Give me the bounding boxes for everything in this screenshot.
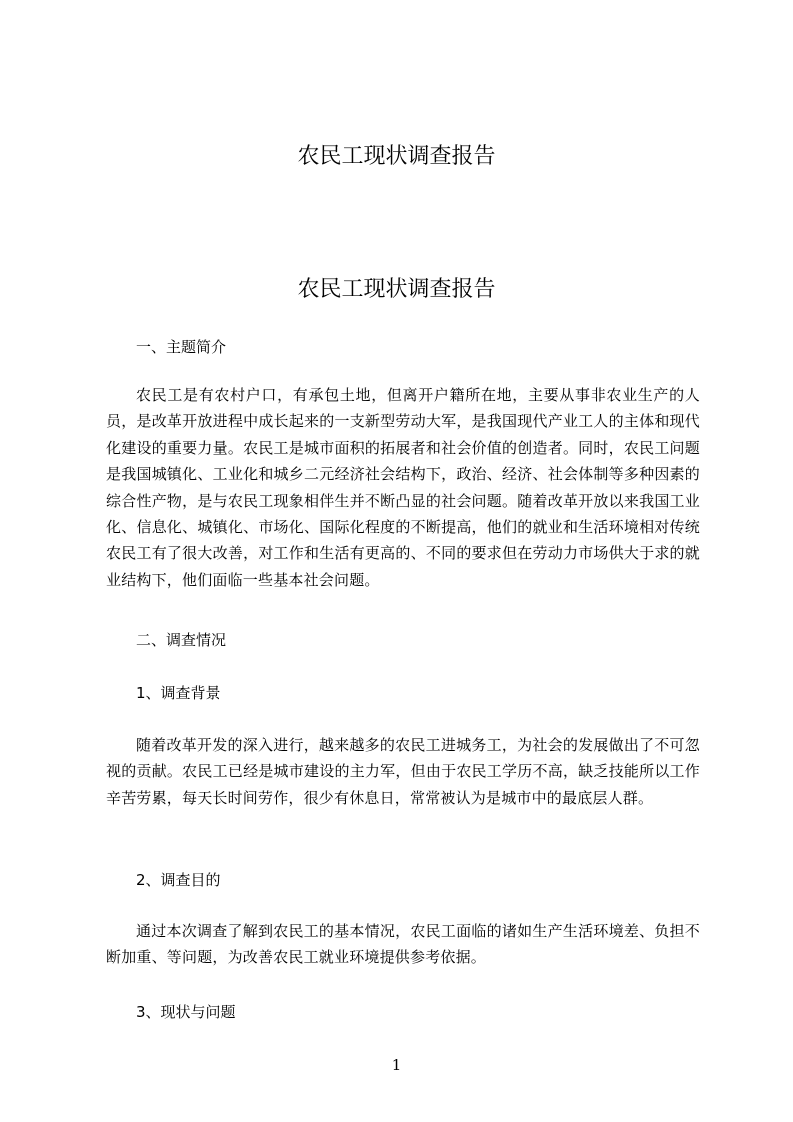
subsection-heading-goal: 2、调查目的 — [136, 871, 221, 889]
page-number: 1 — [391, 1056, 402, 1074]
subsection-heading-background: 1、调查背景 — [136, 684, 221, 702]
subsection-heading-status: 3、现状与问题 — [136, 1003, 236, 1021]
goal-paragraph: 通过本次调查了解到农民工的基本情况，农民工面临的诸如生产生活环境差、负担不断加重、等问题，为改善农民工就业环境提供参考依据。 — [106, 922, 700, 967]
cover-title: 农民工现状调查报告 — [297, 144, 496, 169]
section-heading-survey: 二、调查情况 — [136, 631, 227, 649]
main-title: 农民工现状调查报告 — [297, 277, 496, 302]
background-paragraph: 随着改革开发的深入进行，越来越多的农民工进城务工，为社会的发展做出了不可忽视的贡献。农民工已经是城市建设的主力军，但由于农民工学历不高，缺乏技能所以工作辛苦劳累，每天长时间劳作，很少有休息日，常常被认为是城市中的最底层人群。 — [106, 736, 700, 807]
section-heading-intro: 一、主题简介 — [136, 338, 227, 356]
intro-paragraph: 农民工是有农村户口，有承包土地，但离开户籍所在地，主要从事非农业生产的人员，是改革开放进程中成长起来的一支新型劳动大军，是我国现代产业工人的主体和现代化建设的重要力量。农民工是城市面积的拓展者和社会价值的创造者。同时，农民工问题是我国城镇化、工业化和城乡二元经济社会结构下，政治、经济、社会体制等多种因素的综合性产物，是与农民工现象相伴生并不断凸显的社会问题。随着改革开放以来我国工业化、信息化、城镇化、市场化、国际化程度的不断提高，他们的就业和生活环境相对传统农民工有了很大改善，对工作和生活有更高的、不同的要求但在劳动力市场供大于求的就业结构下，他们面临一些基本社会问题。 — [106, 386, 700, 589]
